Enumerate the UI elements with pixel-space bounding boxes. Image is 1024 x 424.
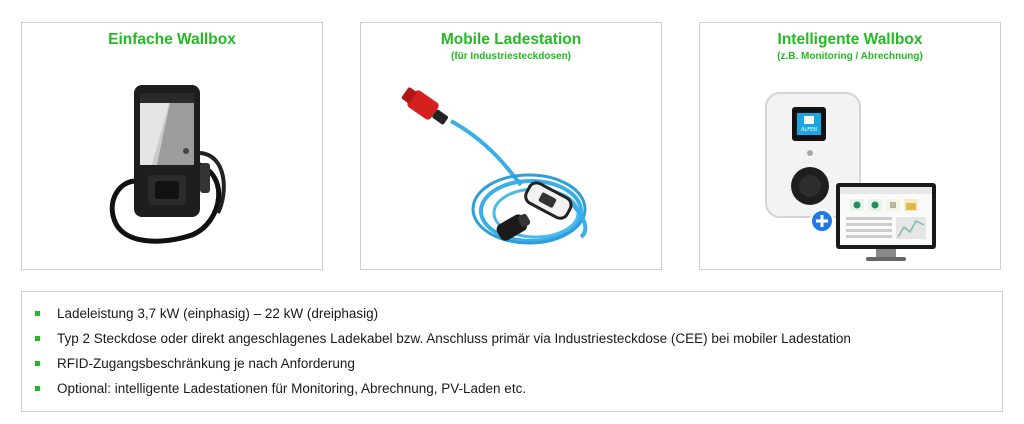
feature-text: Optional: intelligente Ladestationen für Monitoring, Abrechnung, PV-Laden etc. <box>57 381 527 396</box>
feature-text: Ladeleistung 3,7 kW (einphasig) – 22 kW (dreiphasig) <box>57 306 379 321</box>
card-subtitle: (z.B. Monitoring / Abrechnung) <box>777 51 923 62</box>
svg-text:ALFEN: ALFEN <box>801 127 817 133</box>
list-item <box>22 303 1002 328</box>
card-simple-wallbox <box>21 22 323 270</box>
card-title: Intelligente Wallbox <box>777 31 923 48</box>
feature-text: RFID-Zugangsbeschränkung je nach Anforderung <box>57 356 355 371</box>
feature-list-box <box>21 291 1003 412</box>
list-item <box>22 378 1002 403</box>
list-item <box>22 328 1002 353</box>
feature-list <box>22 292 1002 403</box>
list-item <box>22 353 1002 378</box>
bullet-icon <box>35 386 40 391</box>
mobile-charger-cable-icon <box>361 23 661 269</box>
feature-text: Typ 2 Steckdose oder direkt angeschlagenes Ladekabel bzw. Anschluss primär via Industriesteckdose (CEE) bei mobiler Ladestation <box>57 331 851 346</box>
card-title: Mobile Ladestation <box>440 31 582 48</box>
plus-icon <box>700 23 1000 269</box>
card-smart-wallbox <box>699 22 1001 270</box>
bullet-icon <box>35 336 40 341</box>
bullet-icon <box>35 361 40 366</box>
card-subtitle: (für Industriesteckdosen) <box>450 51 572 62</box>
card-mobile-charger <box>360 22 662 270</box>
bullet-icon <box>35 311 40 316</box>
card-title: Einfache Wallbox <box>108 31 236 48</box>
wallbox-icon <box>22 23 322 269</box>
